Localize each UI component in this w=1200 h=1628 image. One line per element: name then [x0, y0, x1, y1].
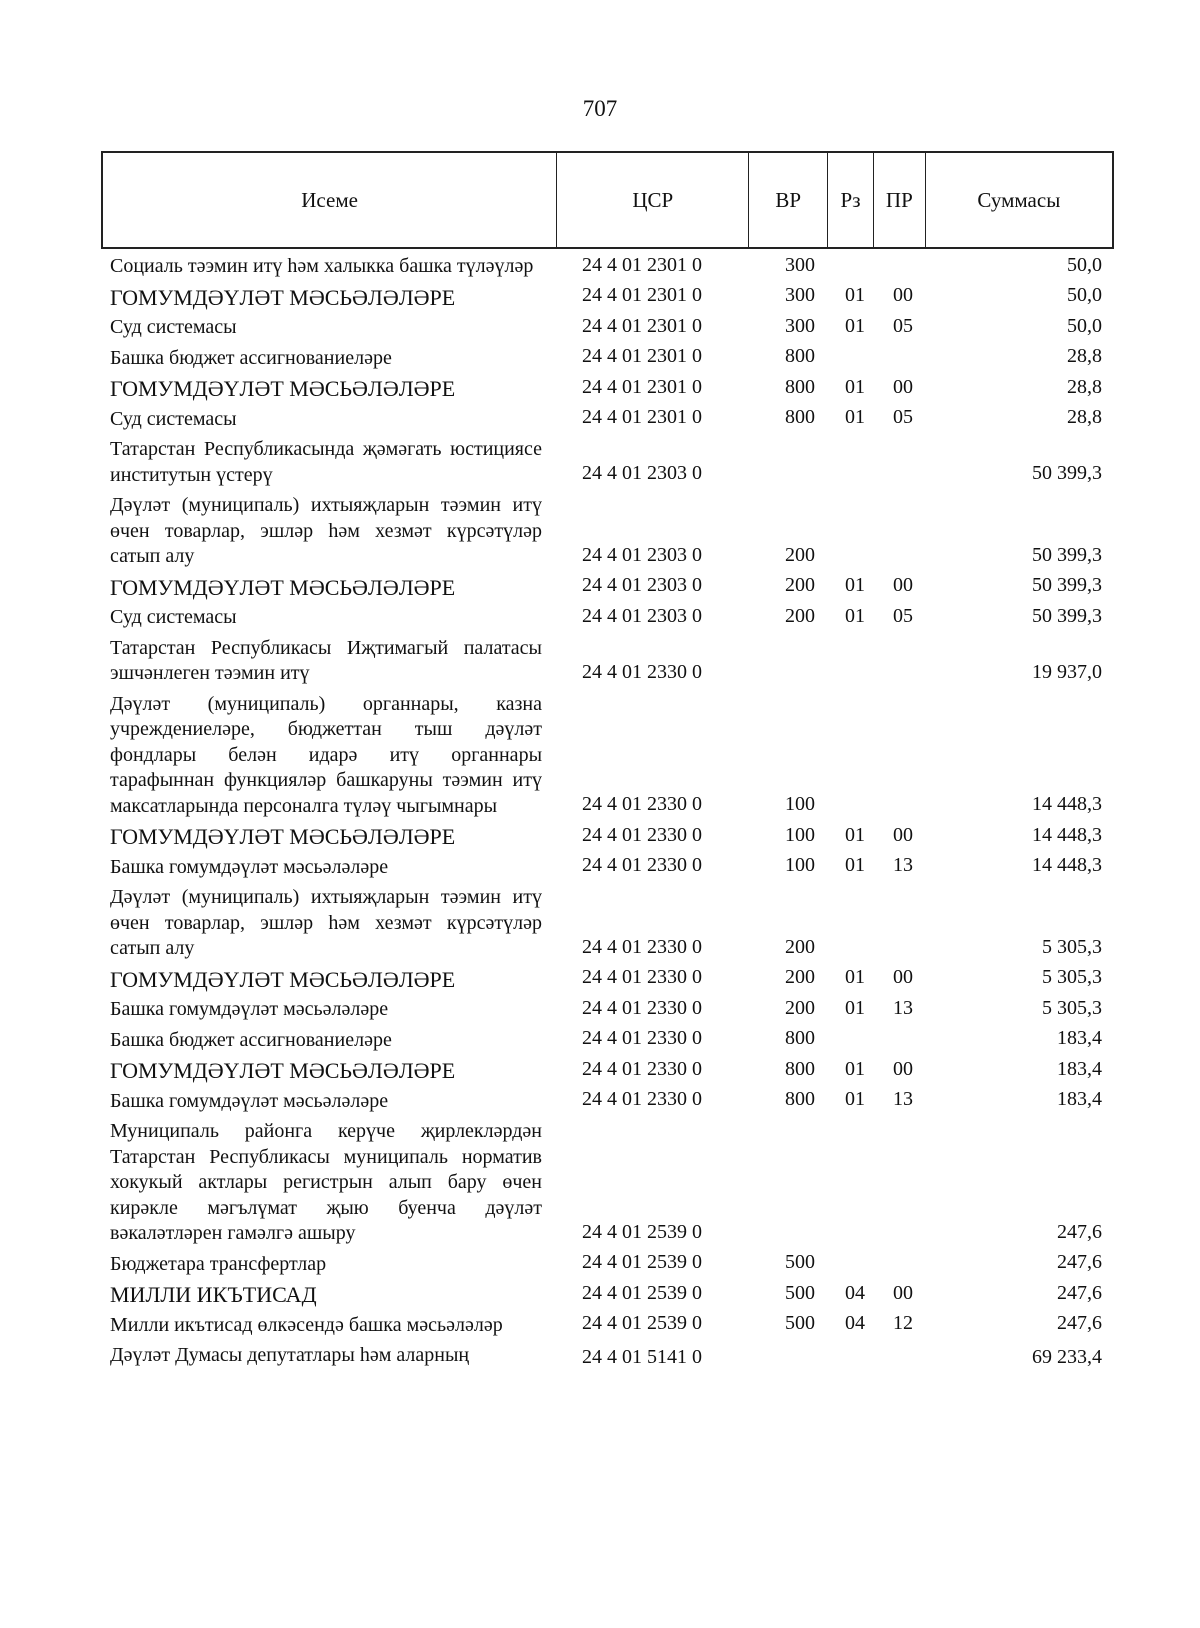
- row-rz: 01: [845, 854, 865, 876]
- row-csr: 24 4 01 2303 0: [582, 604, 702, 627]
- row-csr: 24 4 01 2303 0: [582, 543, 702, 566]
- row-rz: 01: [845, 966, 865, 988]
- table-row: [110, 346, 1102, 372]
- row-name: ГОМУМДӘҮЛӘТ МӘСЬӘЛӘЛӘРЕ: [110, 284, 456, 310]
- row-name: Дәүләт (муниципаль) ихтыяҗларын тәэмин итү өчен товарлар, эшләр һәм хезмәт күрсәтүләр сатып алу: [110, 494, 542, 567]
- table-row: [110, 1058, 1102, 1084]
- row-csr: 24 4 01 2303 0: [582, 462, 702, 484]
- row-sum: 183,4: [1057, 1027, 1102, 1049]
- table-row: [110, 254, 1102, 280]
- row-name: Суд системасы: [110, 407, 237, 430]
- row-name: ГОМУМДӘҮЛӘТ МӘСЬӘЛӘЛӘРЕ: [110, 574, 456, 600]
- row-vr: 500: [785, 1281, 815, 1304]
- row-name: Муниципаль районга керүче җирлекләрдән Татарстан Республикасы муниципаль норматив хокукый актлары регистрын алып бару өчен кирәкле мәгълүмат җыю буенча дәүләт вәкаләтләрен гамәлгә ашыру: [110, 1120, 542, 1244]
- row-name: Дәүләт (муниципаль) органнары, казна учреждениеләре, бюджеттан тыш дәүләт фондлары белән идарә итү органнары тарафыннан функцияләр башкаруны тәэмин итү максатларында персоналга түләү чыгымнары: [110, 692, 542, 817]
- row-vr: 100: [785, 793, 815, 815]
- row-name: МИЛЛИ ИКЪТИСАД: [110, 1282, 317, 1307]
- row-pr: 12: [893, 1312, 913, 1334]
- row-name: Суд системасы: [110, 606, 237, 628]
- row-sum: 50 399,3: [1032, 543, 1102, 566]
- row-sum: 5 305,3: [1042, 966, 1102, 988]
- row-sum: 50,0: [1067, 284, 1102, 306]
- row-rz: 04: [845, 1312, 865, 1334]
- row-name: ГОМУМДӘҮЛӘТ МӘСЬӘЛӘЛӘРЕ: [110, 966, 456, 992]
- row-csr: 24 4 01 2301 0: [582, 314, 702, 337]
- table-row: [110, 493, 1102, 570]
- row-rz: 01: [845, 996, 865, 1019]
- row-sum: 5 305,3: [1042, 935, 1102, 958]
- row-rz: 01: [845, 406, 865, 428]
- row-vr: 800: [785, 1027, 815, 1049]
- row-csr: 24 4 01 2539 0: [582, 1220, 702, 1243]
- row-csr: 24 4 01 2330 0: [582, 660, 702, 683]
- row-vr: 800: [785, 375, 815, 398]
- row-vr: 500: [785, 1251, 815, 1273]
- row-pr: 00: [893, 1281, 913, 1304]
- row-name: Бюджетара трансфертлар: [110, 1252, 327, 1275]
- table-row: [110, 1119, 1102, 1247]
- row-name: Башка гомумдәүләт мәсьәләләре: [110, 998, 389, 1020]
- row-name: ГОМУМДӘҮЛӘТ МӘСЬӘЛӘЛӘРЕ: [110, 1058, 456, 1083]
- table-row: [110, 692, 1102, 820]
- row-vr: 100: [785, 823, 815, 846]
- row-vr: 300: [785, 314, 815, 337]
- row-name: Дәүләт Думасы депутатлары һәм аларның: [110, 1344, 470, 1366]
- row-pr: 00: [893, 284, 913, 306]
- row-pr: 00: [893, 1057, 913, 1080]
- row-pr: 00: [893, 823, 913, 846]
- row-csr: 24 4 01 2301 0: [582, 375, 702, 398]
- row-csr: 24 4 01 2330 0: [582, 1088, 702, 1110]
- row-name: Социаль тәэмин итү һәм халыкка башка түләүләр: [110, 255, 534, 277]
- row-name: Дәүләт (муниципаль) ихтыяҗларын тәэмин итү өчен товарлар, эшләр һәм хезмәт күрсәтүләр сатып алу: [110, 886, 542, 959]
- row-vr: 300: [785, 253, 815, 276]
- row-csr: 24 4 01 2330 0: [582, 1057, 702, 1080]
- row-vr: 200: [785, 574, 815, 596]
- row-sum: 19 937,0: [1032, 660, 1102, 683]
- row-rz: 01: [845, 1057, 865, 1080]
- row-sum: 28,8: [1067, 406, 1102, 428]
- row-vr: 800: [785, 1057, 815, 1080]
- table-row: [110, 636, 1102, 687]
- table-row: [110, 1313, 1102, 1339]
- row-sum: 183,4: [1057, 1088, 1102, 1110]
- row-csr: 24 4 01 2303 0: [582, 574, 702, 596]
- row-sum: 183,4: [1057, 1057, 1102, 1080]
- row-name: Башка бюджет ассигнованиеләре: [110, 1028, 392, 1051]
- row-name: Милли икътисад өлкәсендә башка мәсьәләләр: [110, 1313, 503, 1336]
- row-sum: 69 233,4: [1032, 1346, 1102, 1368]
- table-row: [110, 997, 1102, 1023]
- table-row: [110, 1343, 1102, 1369]
- row-name: ГОМУМДӘҮЛӘТ МӘСЬӘЛӘЛӘРЕ: [110, 824, 456, 849]
- header-name: Исеме: [103, 153, 557, 247]
- table-row: [110, 855, 1102, 881]
- table-row: [110, 1089, 1102, 1115]
- row-csr: 24 4 01 2301 0: [582, 284, 702, 306]
- row-pr: 00: [893, 966, 913, 988]
- row-pr: 05: [893, 604, 913, 627]
- row-csr: 24 4 01 5141 0: [582, 1346, 702, 1368]
- row-vr: 800: [785, 406, 815, 428]
- row-sum: 247,6: [1057, 1251, 1102, 1273]
- row-pr: 05: [893, 406, 913, 428]
- row-sum: 28,8: [1067, 375, 1102, 398]
- row-name: ГОМУМДӘҮЛӘТ МӘСЬӘЛӘЛӘРЕ: [110, 376, 456, 401]
- row-csr: 24 4 01 2330 0: [582, 1027, 702, 1049]
- table-row: [110, 575, 1102, 601]
- row-pr: 05: [893, 314, 913, 337]
- row-rz: 01: [845, 314, 865, 337]
- table-row: [110, 605, 1102, 631]
- row-csr: 24 4 01 2330 0: [582, 966, 702, 988]
- row-name: Татарстан Республикасында җәмәгать юстициясе институтын үстерү: [110, 438, 542, 486]
- row-rz: 01: [845, 375, 865, 398]
- row-vr: 500: [785, 1312, 815, 1334]
- table-row: [110, 1282, 1102, 1308]
- row-vr: 200: [785, 996, 815, 1019]
- row-vr: 200: [785, 935, 815, 958]
- row-csr: 24 4 01 2301 0: [582, 406, 702, 428]
- page-number: 707: [582, 96, 618, 121]
- row-csr: 24 4 01 2330 0: [582, 996, 702, 1019]
- row-name: Татарстан Республикасы Иҗтимагый палатасы эшчәнлеген тәэмин итү: [110, 636, 542, 684]
- row-csr: 24 4 01 2330 0: [582, 793, 702, 815]
- row-name: Башка бюджет ассигнованиеләре: [110, 346, 392, 369]
- row-pr: 13: [893, 1088, 913, 1110]
- row-vr: 800: [785, 345, 815, 367]
- header-sum: Суммасы: [977, 187, 1061, 212]
- row-name: Башка гомумдәүләт мәсьәләләре: [110, 1089, 389, 1112]
- row-sum: 247,6: [1057, 1220, 1102, 1243]
- row-sum: 50,0: [1067, 314, 1102, 337]
- row-vr: 100: [785, 854, 815, 876]
- table-row: [110, 285, 1102, 311]
- row-csr: 24 4 01 2330 0: [582, 823, 702, 846]
- header-pr: ПР: [874, 153, 926, 247]
- table-row: [110, 407, 1102, 433]
- table-row: [110, 315, 1102, 341]
- row-sum: 247,6: [1057, 1281, 1102, 1304]
- row-name: Башка гомумдәүләт мәсьәләләре: [110, 855, 389, 878]
- row-vr: 300: [785, 284, 815, 306]
- row-sum: 5 305,3: [1042, 996, 1102, 1019]
- row-vr: 800: [785, 1088, 815, 1110]
- row-rz: 01: [845, 1088, 865, 1110]
- row-name: Суд системасы: [110, 316, 237, 338]
- row-pr: 13: [893, 854, 913, 876]
- table-row: [110, 1252, 1102, 1278]
- row-vr: 200: [785, 543, 815, 566]
- table-row: [110, 885, 1102, 962]
- row-csr: 24 4 01 2539 0: [582, 1281, 702, 1304]
- row-pr: 13: [893, 996, 913, 1019]
- row-rz: 01: [845, 604, 865, 627]
- row-pr: 00: [893, 375, 913, 398]
- table-body: [110, 249, 1102, 1369]
- row-sum: 28,8: [1067, 345, 1102, 367]
- table-header: [101, 151, 1114, 249]
- table-row: [110, 437, 1102, 488]
- table-row: [110, 1028, 1102, 1054]
- table-row: [110, 376, 1102, 402]
- header-csr: ЦСР: [557, 153, 749, 247]
- row-csr: 24 4 01 2539 0: [582, 1251, 702, 1273]
- row-csr: 24 4 01 2301 0: [582, 253, 702, 276]
- table-row: [110, 824, 1102, 850]
- header-rz: Рз: [828, 153, 874, 247]
- row-sum: 14 448,3: [1032, 823, 1102, 846]
- row-sum: 50,0: [1067, 253, 1102, 276]
- row-csr: 24 4 01 2539 0: [582, 1312, 702, 1334]
- row-sum: 50 399,3: [1032, 574, 1102, 596]
- table-row: [110, 967, 1102, 993]
- row-sum: 50 399,3: [1032, 462, 1102, 484]
- row-sum: 50 399,3: [1032, 604, 1102, 627]
- row-rz: 01: [845, 574, 865, 596]
- row-csr: 24 4 01 2330 0: [582, 854, 702, 876]
- row-rz: 04: [845, 1281, 865, 1304]
- row-vr: 200: [785, 966, 815, 988]
- row-csr: 24 4 01 2301 0: [582, 345, 702, 367]
- row-rz: 01: [845, 284, 865, 306]
- row-pr: 00: [893, 574, 913, 596]
- row-sum: 247,6: [1057, 1312, 1102, 1334]
- row-sum: 14 448,3: [1032, 854, 1102, 876]
- row-csr: 24 4 01 2330 0: [582, 935, 702, 958]
- row-sum: 14 448,3: [1032, 793, 1102, 815]
- header-vr: ВР: [749, 153, 828, 247]
- row-rz: 01: [845, 823, 865, 846]
- row-vr: 200: [785, 604, 815, 627]
